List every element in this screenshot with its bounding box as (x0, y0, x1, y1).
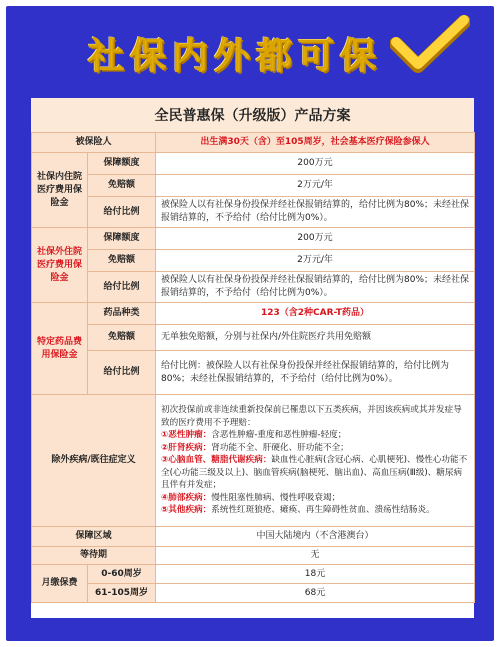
product-sheet (31, 98, 474, 618)
insured-label: 被保险人 (32, 133, 156, 153)
region-label: 保障区域 (32, 527, 156, 547)
table-row (32, 197, 475, 228)
outpatient-section: 社保外住院医疗费用保险金 (32, 228, 88, 303)
table-row (32, 272, 475, 303)
region-value: 中国大陆境内（不含港澳台） (156, 527, 475, 547)
inpatient-deductible-value: 2万元/年 (156, 175, 475, 197)
table-row (32, 351, 475, 395)
premium-age-1: 0-60周岁 (88, 565, 156, 584)
drugs-ratio-label: 给付比例 (88, 351, 156, 395)
inpatient-ratio-value: 被保险人以有社保身份投保并经社保报销结算的，给付比例为80%；未经社保报销结算的，不予给付（给付比例为0%）。 (156, 197, 475, 228)
drugs-types-label: 药品种类 (88, 303, 156, 325)
exclusion-item: ⑤其他疾病：系统性红斑狼疮、瘫痪、再生障碍性贫血、溃疡性结肠炎。 (161, 505, 435, 516)
checkmark-icon (390, 14, 470, 78)
inpatient-limit-value: 200万元 (156, 153, 475, 175)
table-row (32, 175, 475, 197)
outpatient-deductible-value: 2万元/年 (156, 250, 475, 272)
drugs-deductible-label: 免赔额 (88, 325, 156, 351)
outpatient-ratio-label: 给付比例 (88, 272, 156, 303)
waiting-value: 无 (156, 547, 475, 565)
exclusion-item: ①恶性肿瘤：含恶性肿瘤-重度和恶性肿瘤-轻度； (161, 430, 347, 441)
inpatient-ratio-label: 给付比例 (88, 197, 156, 228)
exclusion-item: ③心脑血管、糖脂代谢疾病：缺血性心脏病(含冠心病、心肌梗死)、慢性心功能不全(心功能三级及以上)、脑血管疾病(脑梗死、脑出血)、高血压病(Ⅲ级)、糖尿病且伴有并发症； (161, 455, 468, 491)
table-row (32, 395, 475, 527)
premium-age-2: 61-105周岁 (88, 584, 156, 603)
exclusion-item: ②肝肾疾病：肾功能不全、肝硬化、肝功能不全； (161, 442, 349, 453)
waiting-label: 等待期 (32, 547, 156, 565)
inpatient-deductible-label: 免赔额 (88, 175, 156, 197)
outpatient-limit-label: 保障额度 (88, 228, 156, 250)
drugs-deductible-value: 无单独免赔额，分别与社保内/外住院医疗共用免赔额 (156, 325, 475, 351)
table-row (32, 228, 475, 250)
table-row (32, 133, 475, 153)
product-table (31, 132, 475, 603)
table-row (32, 250, 475, 272)
exclusion-item: ④肺部疾病：慢性阻塞性肺病、慢性呼吸衰竭； (161, 492, 341, 503)
drugs-section: 特定药品费用保险金 (32, 303, 88, 395)
table-row (32, 325, 475, 351)
exclusion-content (156, 395, 475, 527)
inpatient-limit-label: 保障额度 (88, 153, 156, 175)
outpatient-deductible-label: 免赔额 (88, 250, 156, 272)
table-row (32, 153, 475, 175)
inpatient-section: 社保内住院医疗费用保险金 (32, 153, 88, 228)
table-row (32, 527, 475, 547)
drugs-ratio-value: 给付比例：被保险人以有社保身份投保并经社保报销结算的，给付比例为80%；未经社保报销结算的，不予给付（给付比例为0%）。 (156, 351, 475, 395)
premium-value-1: 18元 (156, 565, 475, 584)
outpatient-ratio-value: 被保险人以有社保身份投保并经社保报销结算的，给付比例为80%；未经社保报销结算的，不予给付（给付比例为0%）。 (156, 272, 475, 303)
sheet-title: 全民普惠保（升级版）产品方案 (31, 98, 474, 133)
exclusion-intro: 初次投保前或非连续重新投保前已罹患以下五类疾病，并因该疾病或其并发症导致的医疗费用不予理赔： (161, 405, 462, 428)
premium-label: 月缴保费 (32, 565, 88, 603)
exclusion-label: 除外疾病/既往症定义 (32, 395, 156, 527)
table-row (32, 547, 475, 565)
insured-value: 出生满30天（含）至105周岁，社会基本医疗保险参保人 (156, 133, 475, 153)
banner-title: 社保内外都可保 (87, 35, 382, 77)
premium-value-2: 68元 (156, 584, 475, 603)
table-row (32, 303, 475, 325)
outpatient-limit-value: 200万元 (156, 228, 475, 250)
table-row (32, 584, 475, 603)
table-row (32, 565, 475, 584)
drugs-types-value: 123（含2种CAR-T药品） (156, 303, 475, 325)
